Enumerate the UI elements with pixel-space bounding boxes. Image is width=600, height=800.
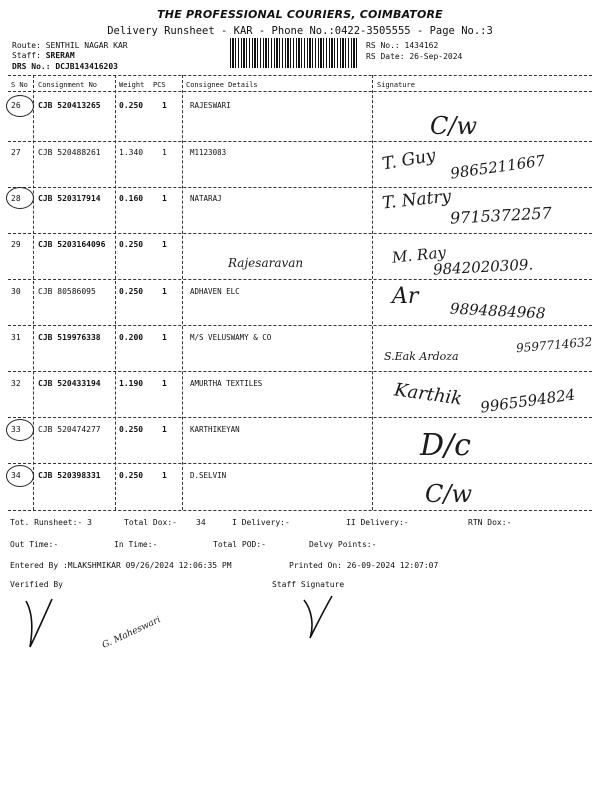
row-sno: 30 [11, 287, 21, 296]
row-sno: 31 [11, 333, 21, 342]
rtn-dox: RTN Dox:- [468, 518, 512, 527]
row-pcs: 1 [162, 101, 167, 110]
row-consignment: CJB 520474277 [38, 425, 101, 434]
printed-on: Printed On: 26-09-2024 12:07:07 [289, 561, 439, 570]
row-divider [8, 463, 592, 464]
row-divider [8, 187, 592, 188]
row-sno: 33 [11, 425, 21, 434]
row-pcs: 1 [162, 333, 167, 342]
row-signature: D/c [420, 428, 471, 463]
row-divider [8, 233, 592, 234]
row-weight: 0.200 [119, 333, 144, 342]
rs-no-label: RS No.: [366, 41, 400, 50]
row-consignee: AMURTHA TEXTILES [190, 379, 263, 388]
row-sno: 28 [11, 194, 21, 203]
col-head-signature: Signature [377, 81, 415, 89]
drs-value: DCJB143416203 [55, 62, 118, 71]
route-value: SENTHIL NAGAR KAR [45, 41, 128, 50]
verifier-handwritten-name: G. Maheswari [100, 615, 163, 651]
row-signature: 9965594824 [479, 385, 577, 417]
row-weight: 0.250 [119, 287, 144, 296]
col-head-consignment: Consignment No [38, 81, 98, 89]
runsheet-subtitle: Delivery Runsheet - KAR - Phone No.:0422-3505555 - Page No.:3 [107, 25, 493, 37]
row-consignee: M1123083 [190, 148, 227, 157]
row-sno: 34 [11, 471, 21, 480]
table-top-rule [8, 75, 592, 76]
row-handwritten-consignee: Rajesaravan [228, 256, 304, 270]
ii-delivery: II Delivery:- [346, 518, 409, 527]
row-signature: 9842020309. [432, 255, 534, 279]
total-dox-label: Total Dox:- [124, 518, 177, 527]
row-handwritten-name: M. Ray [391, 243, 447, 267]
delvy-points: Delvy Points:- [309, 540, 377, 549]
row-signature: 9894884968 [449, 299, 546, 323]
row-weight: 1.190 [119, 379, 144, 388]
row-divider [8, 279, 592, 280]
entered-by: Entered By :MLAKSHMIKAR 09/26/2024 12:06:35 PM [10, 561, 232, 570]
company-title: THE PROFESSIONAL COURIERS, COIMBATORE [157, 8, 443, 21]
row-pcs: 1 [162, 194, 167, 203]
row-consignee: ADHAVEN ELC [190, 287, 240, 296]
row-weight: 0.250 [119, 425, 144, 434]
row-pcs: 1 [162, 471, 167, 480]
row-signature: C/w [425, 480, 472, 508]
route-line [12, 41, 128, 50]
drs-line [12, 62, 118, 71]
row-pcs: 1 [162, 287, 167, 296]
col-head-weight: Weight [119, 81, 145, 89]
col-head-consignee: Consignee Details [186, 81, 258, 89]
row-handwritten-name: Karthik [392, 379, 464, 410]
row-pcs: 1 [162, 240, 167, 249]
row-consignment: CJB 520398331 [38, 471, 101, 480]
row-signature: 9597714632 [515, 334, 593, 356]
row-weight: 0.250 [119, 240, 144, 249]
barcode [230, 38, 358, 68]
table-header-rule [8, 91, 592, 92]
row-handwritten-name: T. Guy [380, 145, 438, 175]
row-sno: 32 [11, 379, 21, 388]
row-pcs: 1 [162, 379, 167, 388]
row-handwritten-name: T. Natry [381, 186, 453, 214]
rs-no-line [366, 41, 438, 50]
row-weight: 0.250 [119, 471, 144, 480]
row-divider [8, 325, 592, 326]
row-sno: 26 [11, 101, 21, 110]
staff-signature-stroke [296, 590, 340, 646]
verified-by-label: Verified By [10, 580, 63, 589]
row-weight: 0.160 [119, 194, 144, 203]
row-consignment: CJB 520488261 [38, 148, 101, 157]
row-consignee: D.SELVIN [190, 471, 227, 480]
tot-runsheet: Tot. Runsheet:- 3 [10, 518, 92, 527]
staff-line [12, 51, 75, 60]
out-time: Out Time:- [10, 540, 59, 549]
row-signature: C/w [430, 112, 477, 140]
total-pod: Total POD:- [213, 540, 266, 549]
row-consignment: CJB 519976338 [38, 333, 101, 342]
rs-date-line [366, 52, 462, 61]
rs-no-value: 1434162 [404, 41, 439, 50]
i-delivery: I Delivery:- [232, 518, 290, 527]
row-pcs: 1 [162, 425, 167, 434]
row-weight: 0.250 [119, 101, 144, 110]
table-bottom-rule [8, 510, 592, 511]
verifier-signature-stroke [20, 595, 60, 655]
in-time: In Time:- [114, 540, 158, 549]
route-label: Route: [12, 41, 41, 50]
row-consignment: CJB 5203164096 [38, 240, 106, 249]
col-head-pcs: PCS [153, 81, 166, 89]
rs-date-label: RS Date: [366, 52, 405, 61]
row-consignee: M/S VELUSWAMY & CO [190, 333, 272, 342]
row-signature: 9865211667 [449, 151, 547, 183]
row-divider [8, 417, 592, 418]
total-dox-value: 34 [196, 518, 206, 527]
staff-value: SRERAM [45, 51, 75, 60]
row-signature: 9715372257 [449, 203, 553, 228]
row-pcs: 1 [162, 148, 167, 157]
row-divider [8, 371, 592, 372]
col-head-sno: S No [11, 81, 28, 89]
row-consignment: CJB 520317914 [38, 194, 101, 203]
row-handwritten-mark: Ar [392, 284, 419, 309]
row-weight: 1.340 [119, 148, 144, 157]
row-sno: 29 [11, 240, 21, 249]
row-consignee: RAJESWARI [190, 101, 231, 110]
row-consignee: KARTHIKEYAN [190, 425, 240, 434]
row-handwritten-mark: S.Eak Ardoza [384, 350, 459, 363]
row-consignee: NATARAJ [190, 194, 222, 203]
row-divider [8, 141, 592, 142]
rs-date-value: 26-Sep-2024 [409, 52, 463, 61]
drs-label: DRS No.: [12, 62, 51, 71]
staff-signature-label: Staff Signature [272, 580, 345, 589]
row-consignment: CJB 520433194 [38, 379, 101, 388]
row-consignment: CJB 520413265 [38, 101, 101, 110]
row-consignment: CJB 80586095 [38, 287, 96, 296]
staff-label: Staff: [12, 51, 41, 60]
row-sno: 27 [11, 148, 21, 157]
